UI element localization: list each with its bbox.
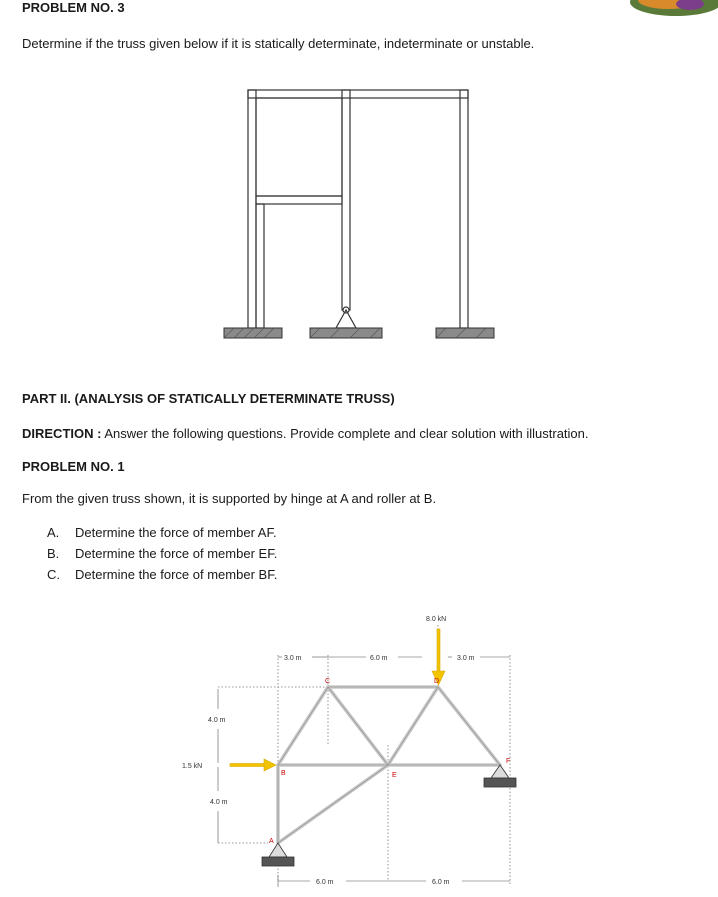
- problem1-title: PROBLEM NO. 1: [22, 459, 125, 474]
- list-item: [47, 564, 277, 585]
- frame-mid-beam: [256, 196, 342, 204]
- dim-top-3: 3.0 m: [457, 655, 475, 662]
- load-side-label: 1.5 kN: [182, 763, 203, 770]
- frame-right-column: [460, 90, 468, 328]
- ground-block-icon: [262, 857, 294, 866]
- frame-diagram: [210, 80, 510, 340]
- list-item-letter: A.: [47, 525, 60, 540]
- load-top-label: 8.0 kN: [426, 616, 447, 623]
- dim-top-2: 6.0 m: [370, 655, 388, 662]
- list-item: [47, 543, 277, 564]
- node-label-e: E: [392, 772, 397, 779]
- ground-block-icon: [484, 778, 516, 787]
- load-side-arrowhead-icon: [264, 759, 276, 771]
- node-label-c: C: [325, 678, 331, 685]
- direction-label: DIRECTION :: [22, 426, 102, 441]
- direction-text: Answer the following questions. Provide complete and clear solution with illustration.: [104, 426, 589, 441]
- list-item: [47, 522, 277, 543]
- question-list: [47, 522, 277, 585]
- problem3-statement: Determine if the truss given below if it is statically determinate, indeterminate or unstable.: [22, 36, 535, 51]
- list-item-text: Determine the force of member EF.: [75, 546, 278, 561]
- frame-middle-column: [342, 90, 350, 310]
- problem3-title: PROBLEM NO. 3: [22, 0, 125, 15]
- load-side-arrow-shaft: [230, 764, 266, 767]
- node-label-d: D: [434, 678, 440, 685]
- corner-decor-image: [628, 0, 718, 20]
- node-label-b: B: [281, 770, 286, 777]
- hinge-support-icon: [269, 843, 287, 857]
- dim-left-1: 4.0 m: [208, 717, 226, 724]
- roller-support-f: [484, 765, 516, 787]
- dim-bottom-1: 6.0 m: [316, 879, 334, 886]
- list-item-text: Determine the force of member BF.: [75, 567, 278, 582]
- frame-upper-panel: [256, 98, 342, 196]
- part2-heading: PART II. (ANALYSIS OF STATICALLY DETERMINATE TRUSS): [22, 391, 395, 406]
- dim-top-1: 3.0 m: [284, 655, 302, 662]
- frame-inner-column: [256, 204, 264, 328]
- frame-top-beam: [248, 90, 468, 98]
- hinge-support-a: [262, 843, 294, 866]
- load-top-arrow-shaft: [437, 629, 440, 673]
- list-item-text: Determine the force of member AF.: [75, 525, 277, 540]
- truss-diagram: [170, 605, 570, 895]
- frame-ground-supports: [224, 328, 494, 338]
- roller-support-icon: [491, 765, 509, 778]
- problem1-intro: From the given truss shown, it is supported by hinge at A and roller at B.: [22, 491, 437, 506]
- dim-left-2: 4.0 m: [210, 799, 228, 806]
- direction-line: [22, 426, 589, 441]
- node-label-a: A: [269, 838, 274, 845]
- list-item-letter: B.: [47, 546, 60, 561]
- dimension-guides: [218, 625, 510, 885]
- dim-bottom-2: 6.0 m: [432, 879, 450, 886]
- frame-left-column: [248, 90, 256, 328]
- node-label-f: F: [506, 758, 511, 765]
- list-item-letter: C.: [47, 567, 60, 582]
- bottom-dimension-lines: [278, 875, 510, 887]
